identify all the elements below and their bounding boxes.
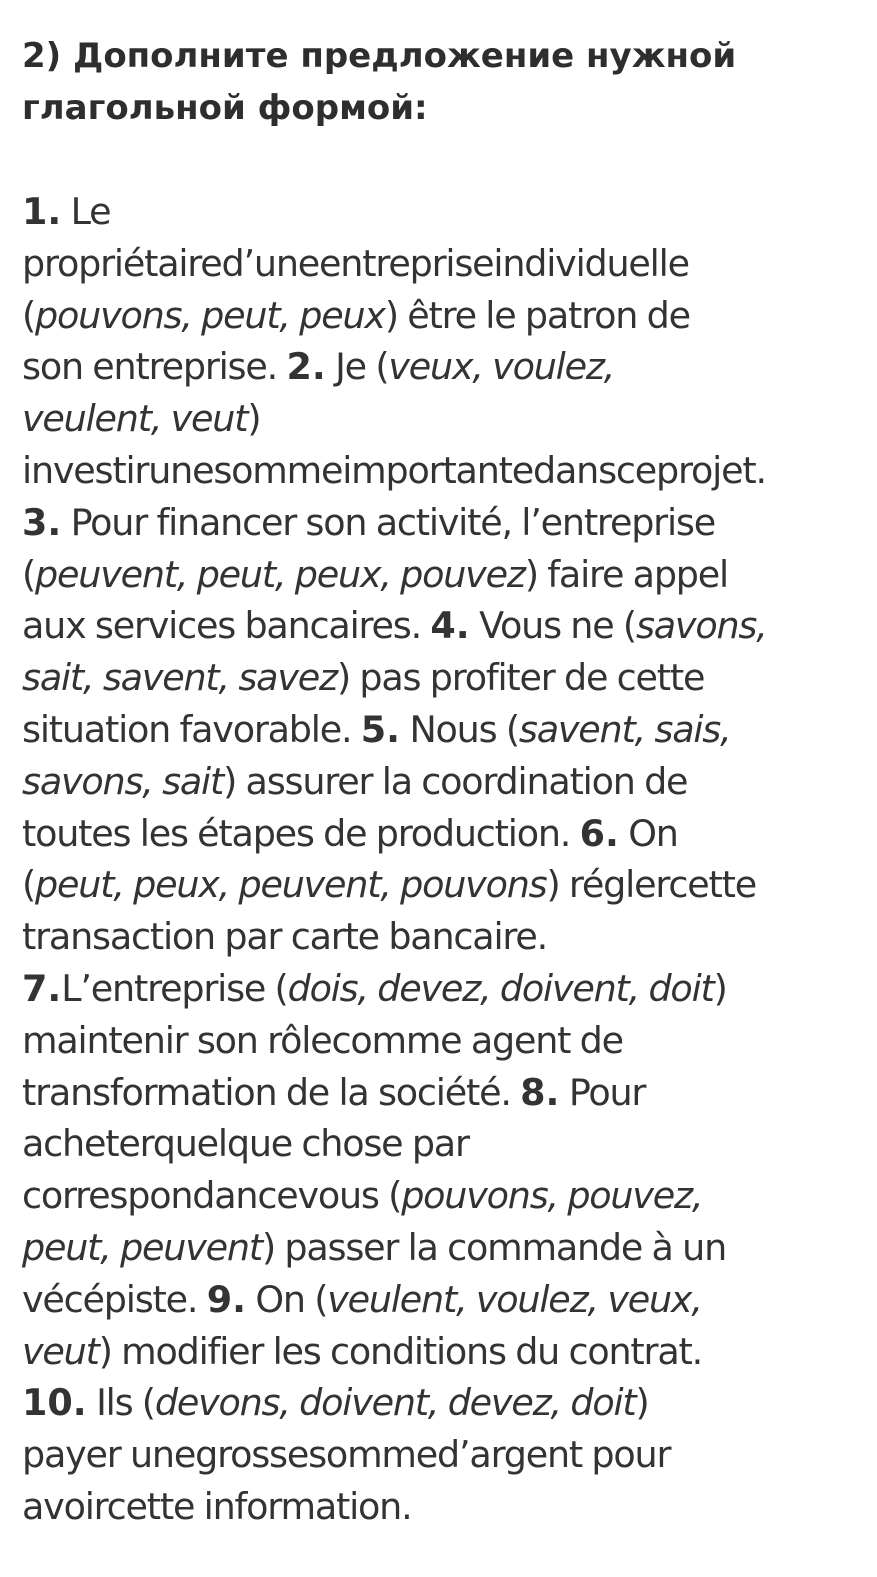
sentence-text: toutes les étapes de production. — [22, 811, 580, 855]
text-line — [22, 1015, 870, 1067]
sentence-text: ) réglercette — [546, 863, 756, 907]
exercise-text — [22, 186, 870, 1533]
item-number: 10. — [22, 1381, 87, 1425]
verb-options: savent, sais, — [518, 707, 731, 751]
text-line — [22, 549, 870, 601]
sentence-text: On — [618, 811, 678, 855]
sentence-text: propriétaired’uneentrepriseindividuelle — [22, 241, 689, 285]
sentence-text: L’entreprise ( — [61, 966, 288, 1010]
sentence-text: payer unegrossesommed’argent pour — [22, 1433, 671, 1477]
sentence-text: transaction par carte bancaire. — [22, 915, 548, 959]
text-line — [22, 1377, 870, 1429]
text-line — [22, 1067, 870, 1119]
verb-options: pouvons, peut, peux — [35, 293, 385, 337]
sentence-text: ) assurer la coordination de — [223, 759, 688, 803]
text-line — [22, 1481, 870, 1533]
text-line — [22, 186, 870, 238]
verb-options: pouvons, pouvez, — [401, 1174, 703, 1218]
item-number: 7. — [22, 966, 62, 1010]
item-number: 3. — [22, 500, 62, 544]
sentence-text: ) pas profiter de cette — [336, 656, 705, 700]
verb-options: savons, — [635, 604, 767, 648]
sentence-text: ( — [22, 863, 36, 907]
text-line — [22, 911, 870, 963]
text-line — [22, 600, 870, 652]
text-line — [22, 963, 870, 1015]
text-line — [22, 290, 870, 342]
verb-options: veulent, voulez, veux, — [327, 1277, 702, 1321]
sentence-text: avoircette information. — [22, 1484, 412, 1528]
text-line — [22, 341, 870, 393]
text-line — [22, 1274, 870, 1326]
item-number: 4. — [430, 604, 470, 648]
text-line — [22, 859, 870, 911]
verb-options: peuvent, peut, peux, pouvez — [35, 552, 525, 596]
text-line — [22, 808, 870, 860]
verb-options: savons, sait — [22, 759, 224, 803]
text-line — [22, 238, 870, 290]
sentence-text: ) être le patron de — [384, 293, 690, 337]
text-line — [22, 652, 870, 704]
sentence-text: son entreprise. — [22, 345, 287, 389]
sentence-text: On ( — [245, 1277, 328, 1321]
item-number: 1. — [22, 190, 62, 233]
verb-options: sait, savent, savez — [22, 656, 337, 700]
sentence-text: maintenir son rôlecomme agent de — [22, 1018, 623, 1062]
text-line — [22, 393, 870, 445]
sentence-text: ) — [635, 1381, 649, 1425]
item-number: 9. — [206, 1277, 246, 1321]
text-line — [22, 1429, 870, 1481]
sentence-text: vécépiste. — [22, 1277, 207, 1321]
sentence-text: Le — [61, 190, 111, 233]
sentence-text: ) — [247, 397, 261, 441]
text-line — [22, 1118, 870, 1170]
sentence-text: transformation de la société. — [22, 1070, 521, 1114]
verb-options: dois, devez, doivent, doit — [287, 966, 714, 1010]
sentence-text: Pour financer son activité, l’entreprise — [61, 500, 715, 544]
verb-options: veux, voulez, — [388, 345, 615, 389]
text-line — [22, 704, 870, 756]
text-line — [22, 756, 870, 808]
verb-options: devons, doivent, devez, doit — [154, 1381, 636, 1425]
sentence-text: Je ( — [325, 345, 389, 389]
sentence-text: Ils ( — [86, 1381, 155, 1425]
item-number: 2. — [286, 345, 326, 389]
sentence-text: Nous ( — [400, 707, 519, 751]
sentence-text: ( — [22, 293, 36, 337]
verb-options: veulent, veut — [22, 397, 248, 441]
exercise-title: 2) Дополните предложение нужной глагольной формой: — [22, 36, 737, 128]
sentence-text: acheterquelque chose par — [22, 1122, 469, 1166]
sentence-text: Pour — [559, 1070, 646, 1114]
sentence-text: Vous ne ( — [469, 604, 636, 648]
sentence-text: ( — [22, 552, 36, 596]
item-number: 5. — [360, 707, 401, 751]
sentence-text: ) faire appel — [524, 552, 728, 596]
sentence-text: ) passer la commande à un — [261, 1225, 726, 1269]
text-line — [22, 1326, 870, 1378]
sentence-text: ) — [713, 966, 727, 1010]
document-page — [22, 30, 870, 1533]
item-number: 8. — [520, 1070, 560, 1114]
item-number: 6. — [579, 811, 619, 855]
sentence-text: aux services bancaires. — [22, 604, 431, 648]
verb-options: veut — [22, 1329, 99, 1373]
text-line — [22, 497, 870, 549]
sentence-text: correspondancevous ( — [22, 1174, 402, 1218]
text-line — [22, 445, 870, 497]
verb-options: peut, peuvent — [22, 1225, 262, 1269]
verb-options: peut, peux, peuvent, pouvons — [35, 863, 547, 907]
sentence-text: investirunesommeimportantedansceprojet. — [22, 448, 766, 492]
sentence-text: ) modifier les conditions du contrat. — [98, 1329, 703, 1373]
sentence-text: situation favorable. — [22, 707, 361, 751]
text-line — [22, 1170, 870, 1222]
text-line — [22, 1222, 870, 1274]
